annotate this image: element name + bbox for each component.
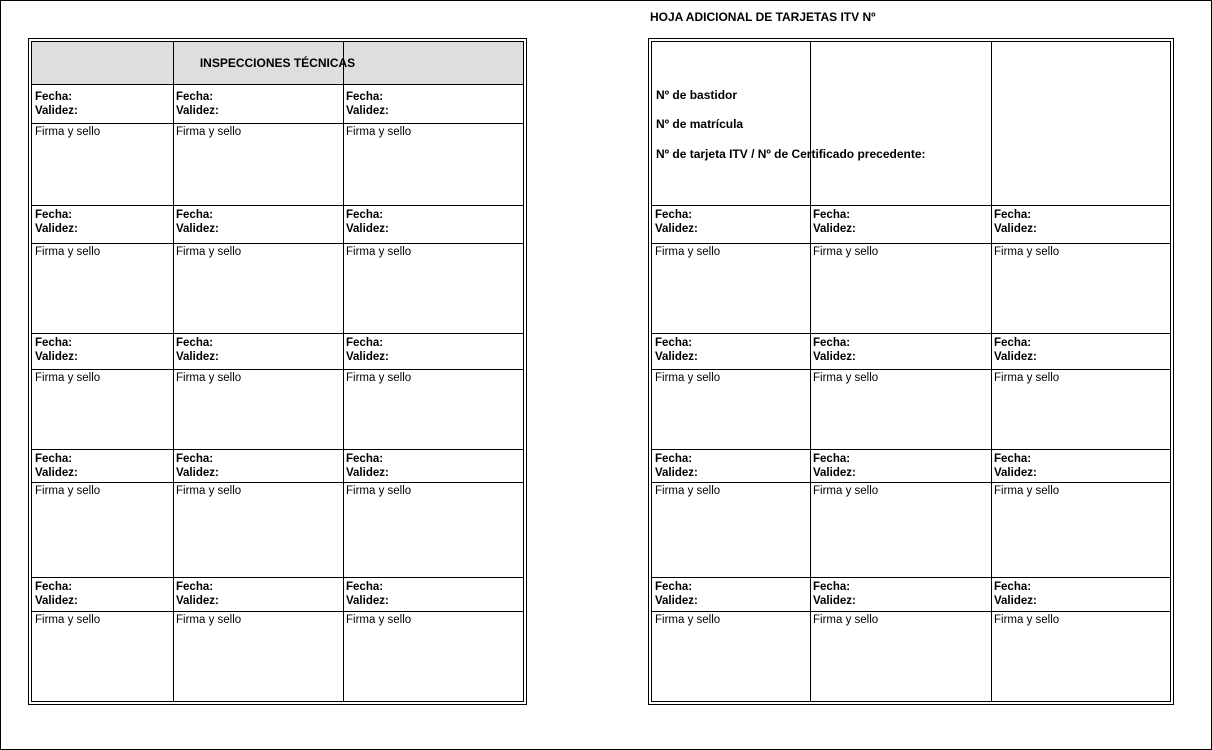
right-cell-validez-label: Validez: <box>994 595 1037 607</box>
left-cell-row-divider <box>32 205 523 206</box>
right-cell-row-divider <box>652 369 1170 370</box>
sheet-title: HOJA ADICIONAL DE TARJETAS ITV Nº <box>650 10 876 24</box>
vehicle-info-block <box>652 42 1170 206</box>
right-cell-signature-field[interactable]: Firma y sello <box>813 372 879 384</box>
left-cell-validez-label: Validez: <box>346 351 389 363</box>
left-cell-row-divider <box>32 333 523 334</box>
left-cell-signature-field[interactable]: Firma y sello <box>346 485 412 497</box>
left-cell-signature-field[interactable]: Firma y sello <box>176 614 242 626</box>
inspections-table-right-inner <box>651 41 1171 702</box>
right-cell-validez-label: Validez: <box>813 351 856 363</box>
left-cell-validez-label: Validez: <box>176 223 219 235</box>
right-cell-fecha-label: Fecha: <box>655 337 693 349</box>
right-cell-validez-label: Validez: <box>813 223 856 235</box>
left-cell-row-divider <box>32 482 523 483</box>
right-cell-validez-label: Validez: <box>994 467 1037 479</box>
right-cell-signature-field[interactable]: Firma y sello <box>813 246 879 258</box>
left-cell-validez-label: Validez: <box>176 105 219 117</box>
inspections-table-left <box>28 38 527 705</box>
right-cell-signature-field[interactable]: Firma y sello <box>994 614 1060 626</box>
left-cell-fecha-label: Fecha: <box>346 91 384 103</box>
right-cell-validez-label: Validez: <box>994 223 1037 235</box>
left-cell-validez-label: Validez: <box>35 223 78 235</box>
left-cell-signature-field[interactable]: Firma y sello <box>35 126 101 138</box>
left-cell-row-divider <box>32 123 523 124</box>
right-cell-validez-label: Validez: <box>655 223 698 235</box>
left-cell-validez-label: Validez: <box>346 467 389 479</box>
left-cell-fecha-label: Fecha: <box>346 337 384 349</box>
left-cell-signature-field[interactable]: Firma y sello <box>176 126 242 138</box>
right-cell-fecha-label: Fecha: <box>994 453 1032 465</box>
inspections-table-left-inner <box>31 41 524 702</box>
left-cell-validez-label: Validez: <box>35 351 78 363</box>
left-cell-validez-label: Validez: <box>176 595 219 607</box>
right-cell-validez-label: Validez: <box>994 351 1037 363</box>
right-cell-fecha-label: Fecha: <box>994 337 1032 349</box>
left-cell-row-divider <box>32 369 523 370</box>
right-cell-fecha-label: Fecha: <box>994 209 1032 221</box>
right-cell-signature-field[interactable]: Firma y sello <box>655 485 721 497</box>
left-cell-fecha-label: Fecha: <box>346 453 384 465</box>
left-cell-validez-label: Validez: <box>35 105 78 117</box>
left-cell-validez-label: Validez: <box>346 105 389 117</box>
right-cell-signature-field[interactable]: Firma y sello <box>655 372 721 384</box>
left-cell-validez-label: Validez: <box>35 595 78 607</box>
left-cell-signature-field[interactable]: Firma y sello <box>176 246 242 258</box>
chassis-number-label: Nº de bastidor <box>656 88 738 102</box>
left-cell-row-divider <box>32 449 523 450</box>
right-cell-fecha-label: Fecha: <box>655 209 693 221</box>
right-cell-validez-label: Validez: <box>655 351 698 363</box>
left-cell-row-divider <box>32 577 523 578</box>
left-cell-validez-label: Validez: <box>346 223 389 235</box>
left-cell-signature-field[interactable]: Firma y sello <box>176 372 242 384</box>
left-cell-signature-field[interactable]: Firma y sello <box>346 372 412 384</box>
left-cell-fecha-label: Fecha: <box>35 581 73 593</box>
right-cell-row-divider <box>652 333 1170 334</box>
right-cell-signature-field[interactable]: Firma y sello <box>655 246 721 258</box>
right-cell-validez-label: Validez: <box>655 595 698 607</box>
left-cell-validez-label: Validez: <box>346 595 389 607</box>
left-cell-signature-field[interactable]: Firma y sello <box>35 372 101 384</box>
left-cell-fecha-label: Fecha: <box>176 453 214 465</box>
left-cell-column-divider <box>173 42 174 701</box>
left-cell-row-divider <box>32 243 523 244</box>
left-cell-fecha-label: Fecha: <box>35 337 73 349</box>
left-cell-column-divider <box>343 42 344 701</box>
left-cell-signature-field[interactable]: Firma y sello <box>35 246 101 258</box>
right-cell-fecha-label: Fecha: <box>813 209 851 221</box>
left-cell-fecha-label: Fecha: <box>346 209 384 221</box>
right-cell-signature-field[interactable]: Firma y sello <box>813 614 879 626</box>
right-cell-fecha-label: Fecha: <box>994 581 1032 593</box>
left-cell-fecha-label: Fecha: <box>35 91 73 103</box>
left-cell-validez-label: Validez: <box>35 467 78 479</box>
registration-number-label: Nº de matrícula <box>656 117 744 131</box>
right-cell-row-divider <box>652 449 1170 450</box>
left-cell-fecha-label: Fecha: <box>176 581 214 593</box>
left-cell-fecha-label: Fecha: <box>176 209 214 221</box>
left-cell-validez-label: Validez: <box>176 467 219 479</box>
right-cell-signature-field[interactable]: Firma y sello <box>994 246 1060 258</box>
right-cell-row-divider <box>652 577 1170 578</box>
inspections-header: INSPECCIONES TÉCNICAS <box>32 42 523 85</box>
right-cell-signature-field[interactable]: Firma y sello <box>655 614 721 626</box>
right-cell-signature-field[interactable]: Firma y sello <box>994 485 1060 497</box>
left-cell-fecha-label: Fecha: <box>35 209 73 221</box>
right-cell-validez-label: Validez: <box>655 467 698 479</box>
left-cell-signature-field[interactable]: Firma y sello <box>346 246 412 258</box>
right-cell-row-divider <box>652 482 1170 483</box>
right-cell-validez-label: Validez: <box>813 595 856 607</box>
left-cell-signature-field[interactable]: Firma y sello <box>35 614 101 626</box>
left-cell-signature-field[interactable]: Firma y sello <box>35 485 101 497</box>
left-cell-fecha-label: Fecha: <box>35 453 73 465</box>
right-cell-fecha-label: Fecha: <box>813 337 851 349</box>
left-cell-signature-field[interactable]: Firma y sello <box>346 126 412 138</box>
right-cell-fecha-label: Fecha: <box>655 581 693 593</box>
previous-card-label: Nº de tarjeta ITV / Nº de Certificado precedente: <box>656 147 926 161</box>
right-cell-column-divider <box>991 42 992 701</box>
right-cell-fecha-label: Fecha: <box>655 453 693 465</box>
left-cell-validez-label: Validez: <box>176 351 219 363</box>
right-cell-row-divider <box>652 243 1170 244</box>
left-cell-row-divider <box>32 611 523 612</box>
right-cell-fecha-label: Fecha: <box>813 453 851 465</box>
left-cell-signature-field[interactable]: Firma y sello <box>176 485 242 497</box>
right-cell-fecha-label: Fecha: <box>813 581 851 593</box>
right-cell-column-divider <box>810 42 811 701</box>
left-cell-fecha-label: Fecha: <box>176 91 214 103</box>
inspections-table-right <box>648 38 1174 705</box>
right-cell-signature-field[interactable]: Firma y sello <box>994 372 1060 384</box>
right-cell-row-divider <box>652 611 1170 612</box>
left-cell-fecha-label: Fecha: <box>346 581 384 593</box>
left-cell-signature-field[interactable]: Firma y sello <box>346 614 412 626</box>
right-cell-validez-label: Validez: <box>813 467 856 479</box>
left-cell-fecha-label: Fecha: <box>176 337 214 349</box>
right-cell-signature-field[interactable]: Firma y sello <box>813 485 879 497</box>
